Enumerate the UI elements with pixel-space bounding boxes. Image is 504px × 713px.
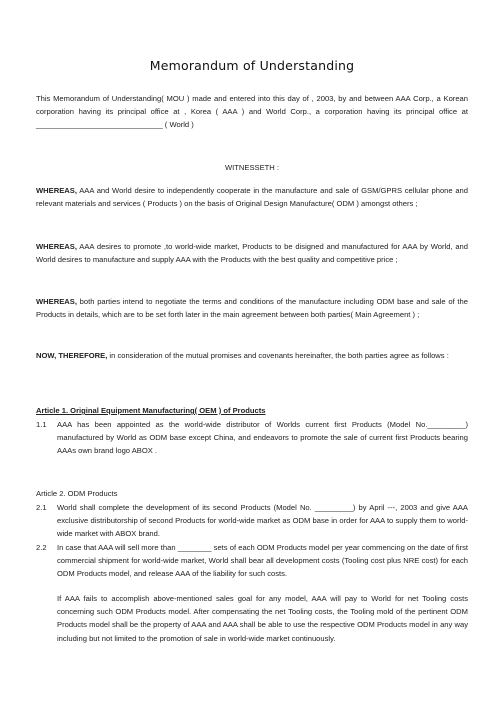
item-number: 1.1: [36, 420, 47, 429]
clause-text: both parties intend to negotiate the terms and conditions of the manufacture including ODM base and sale of the Products in details, which are to be set forth later in the main agreement between both parties( Main Agreement ) ;: [36, 297, 468, 320]
article-2-continuation: If AAA fails to accomplish above-mentioned sales goal for any model, AAA will pay to World for net Tooling costs concerning such ODM Products model. After compensating the net Tooling costs, the Tooling mold of the pertinent ODM Products model shall be the property of AAA and AAA shall be able to use the respective ODM Products model in any way including but not limited to the promotion of sale in world-wide market continuously.: [57, 594, 468, 643]
article-1-item-1: AAA has been appointed as the world-wide distributor of Worlds current first Products (Model No._________) manufactured by World as ODM base except China, and endeavors to promote the sale of current first Products bearing AAAs own brand logo ABOX .: [57, 420, 468, 456]
whereas-clause-1: [36, 184, 468, 210]
article-2-item-2: In case that AAA will sell more than ________ sets of each ODM Products model per year commencing on the date of first commercial shipment for world-wide market, World shall bear all development costs (Tooling cost plus NRE cost) for each ODM Products model, and release AAA of the liability for such costs.: [57, 543, 468, 579]
article-2-heading: Article 2. ODM Products: [36, 489, 118, 498]
witnesseth-heading: WITNESSETH :: [224, 163, 279, 172]
clause-lead: WHEREAS,: [36, 297, 77, 306]
clause-text: AAA desires to promote ,to world-wide market, Products to be disigned and manufactured for AAA by World, and World desires to manufacture and supply AAA with the Products with the best quality and competitive price ;: [36, 242, 468, 265]
item-number: 2.2: [36, 543, 47, 552]
intro-paragraph: This Memorandum of Understanding( MOU ) made and entered into this day of , 2003, by and between AAA Corp., a Korean corporation having its principal office at , Korea ( AAA ) and World Corp., a corporation having its principal office at ______________________________ ( World ): [36, 94, 468, 130]
clause-text: AAA and World desire to independently cooperate in the manufacture and sale of GSM/GPRS cellular phone and relevant materials and services ( Products ) on the basis of Original Design Manufacture( ODM ) amongst others ;: [36, 186, 468, 209]
article-2-item-1: World shall complete the development of its second Products (Model No. _________) by April ---, 2003 and give AAA exclusive distributorship of second Products for world-wide market as ODM base in order for AAA to supply them to world-wide market with ABOX brand.: [57, 503, 468, 539]
now-therefore-clause: [36, 349, 468, 362]
document-title: Memorandum of Understanding: [149, 58, 355, 73]
clause-lead: WHEREAS,: [36, 242, 77, 251]
item-number: 2.1: [36, 503, 47, 512]
clause-lead: NOW, THEREFORE,: [36, 351, 108, 360]
whereas-clause-2: [36, 240, 468, 266]
clause-text: in consideration of the mutual promises and covenants hereinafter, the both parties agree as follows :: [107, 351, 449, 360]
whereas-clause-3: [36, 295, 468, 321]
clause-lead: WHEREAS,: [36, 186, 77, 195]
article-1-heading: Article 1. Original Equipment Manufacturing( OEM ) of Products: [36, 406, 266, 415]
